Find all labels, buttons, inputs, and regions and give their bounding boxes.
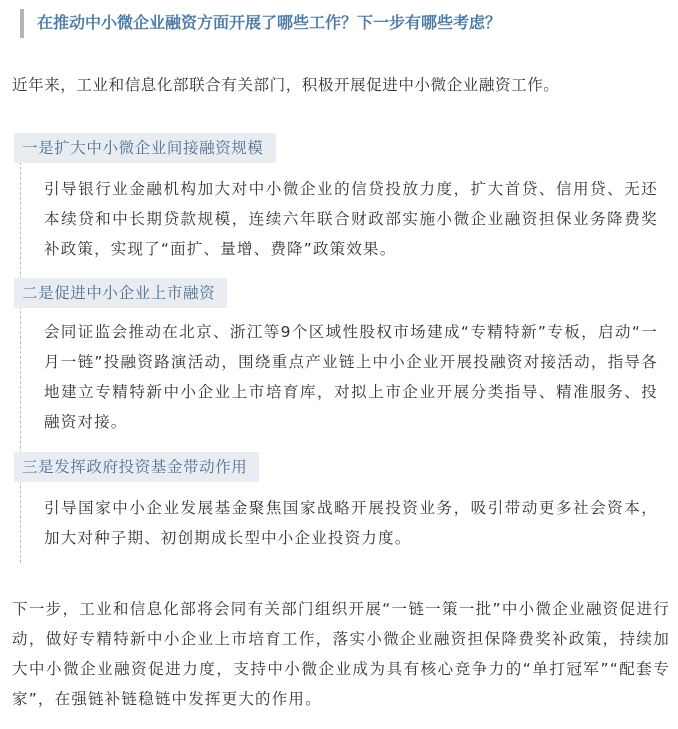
section-tag-1: 一是扩大中小微企业间接融资规模 — [14, 133, 276, 163]
question-heading: 在推动中小微企业融资方面开展了哪些工作？下一步有哪些考虑？ — [37, 13, 502, 32]
section-tag-3: 三是发挥政府投资基金带动作用 — [14, 452, 259, 482]
section-tag-2: 二是促进中小企业上市融资 — [14, 278, 227, 308]
section-timeline-line — [20, 137, 22, 563]
section-body-2: 会同证监会推动在北京、浙江等9个区域性股权市场建成“专精特新”专板，启动“一月一链”投融资路演活动，围绕重点产业链上中小企业开展投融资对接活动，指导各地建立专精特新中小企业上市培育库，对拟上市企业开展分类指导、精准服务、投融资对接。 — [44, 323, 658, 431]
section-body-3: 引导国家中小企业发展基金聚焦国家战略开展投资业务，吸引带动更多社会资本，加大对种子期、初创期成长型中小企业投资力度。 — [44, 499, 658, 547]
outro-paragraph: 下一步，工业和信息化部将会同有关部门组织开展“一链一策一批”中小微企业融资促进行动，做好专精特新中小企业上市培育工作，落实小微企业融资担保降费奖补政策，持续加大中小微企业融资促进力度，支持中小微企业成为具有核心竞争力的“单打冠军”“配套专家”，在强链补链稳链中发挥更大的作用。 — [12, 600, 670, 708]
section-body-1: 引导银行业金融机构加大对中小微企业的信贷投放力度，扩大首贷、信用贷、无还本续贷和中长期贷款规模，连续六年联合财政部实施小微企业融资担保业务降费奖补政策，实现了“面扩、量增、费降”政策效果。 — [44, 180, 658, 258]
heading-accent-bar — [20, 9, 24, 38]
intro-paragraph: 近年来，工业和信息化部联合有关部门，积极开展促进中小微企业融资工作。 — [12, 76, 560, 94]
